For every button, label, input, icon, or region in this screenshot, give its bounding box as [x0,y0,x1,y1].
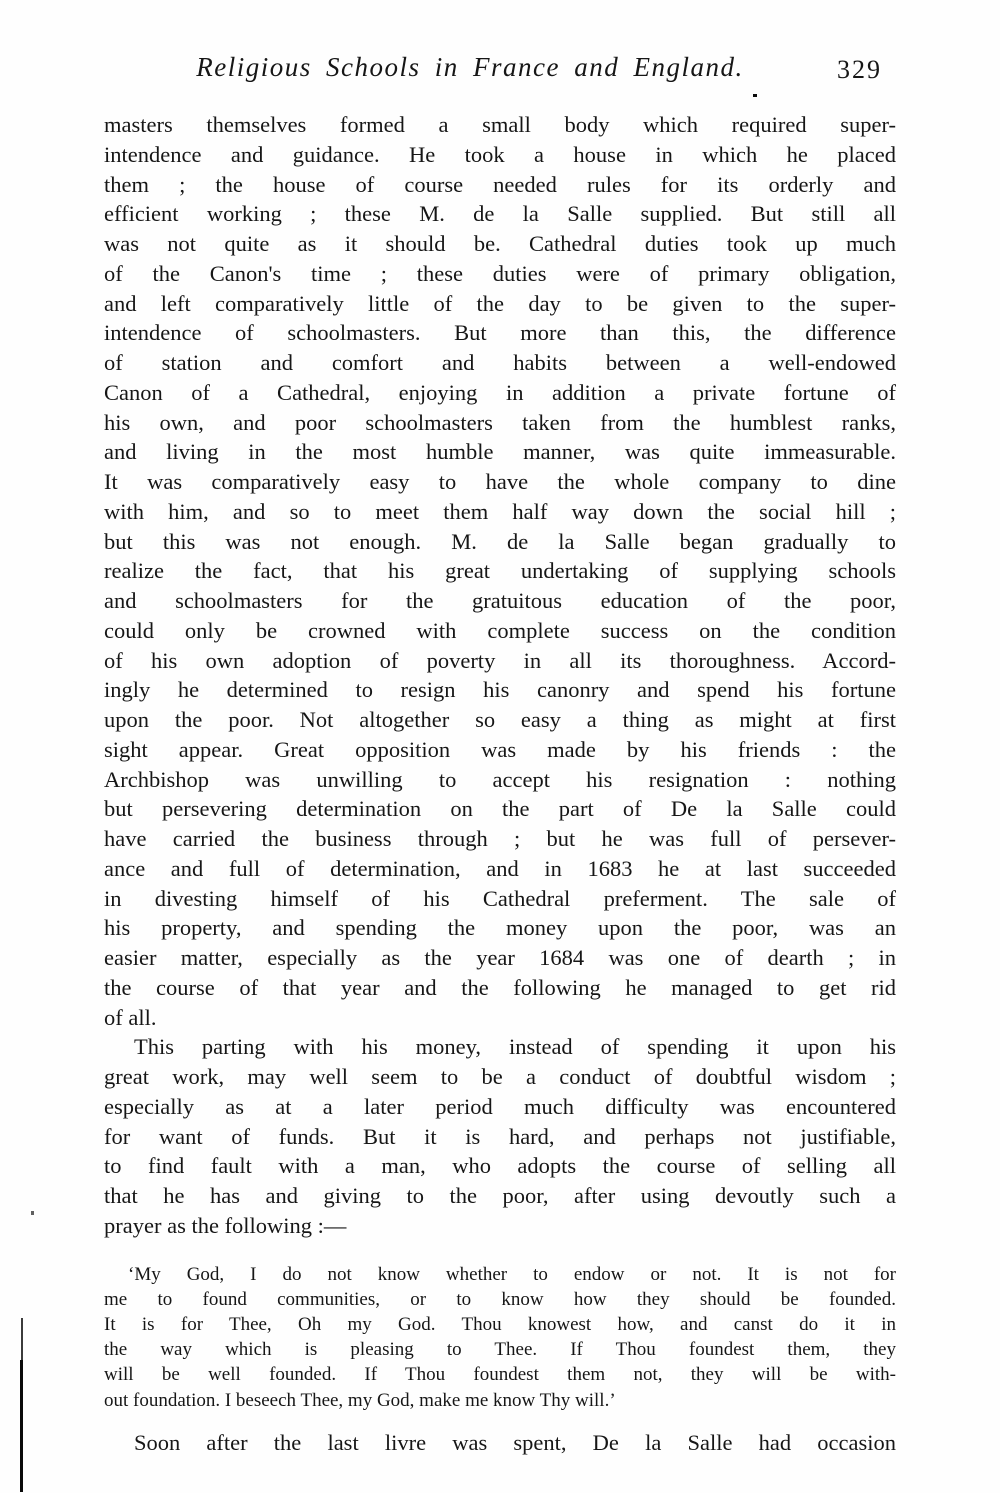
text-line: This parting with his money, instead of spending it upon his [134,1034,896,1060]
text-line: masters themselves formed a small body which required super- [104,112,896,137]
text-line: them ; the house of course needed rules for its orderly and [104,171,896,197]
text-line: easier matter, especially as the year 1684 was one of dearth ; in [104,945,896,970]
text-line: was not quite as it should be. Cathedral duties took up much [104,231,896,256]
text-line: great work, may well seem to be a conduct of doubtful wisdom ; [104,1064,896,1089]
text-line: for want of funds. But it is hard, and perhaps not justifiable, [104,1123,896,1149]
text-line: of his own adoption of poverty in all its thoroughness. Accord- [104,647,896,673]
text-line: Canon of a Cathedral, enjoying in addition a private fortune of [104,379,896,405]
scan-artifact-vertical-line-top [21,1318,23,1364]
text-line: of station and comfort and habits between a well-endowed [104,350,896,375]
text-line: the way which is pleasing to Thee. If Thou foundest them, they [104,1339,896,1361]
text-line: but persevering determination on the part of De la Salle could [104,796,896,822]
text-line: have carried the business through ; but he was full of persever- [104,826,896,851]
page-body [104,110,896,1457]
text-line: ingly he determined to resign his canonry and spend his fortune [104,677,896,703]
body-paragraph-parting-with-money [104,1032,896,1240]
body-paragraph-soon-after [104,1428,896,1458]
text-line: Soon after the last livre was spent, De la Salle had occasion [134,1429,896,1455]
page-header [0,52,1000,96]
text-line: intendence and guidance. He took a house in which he placed [104,141,896,167]
text-line: efficient working ; these M. de la Salle supplied. But still all [104,201,896,227]
scan-artifact-vertical-line [20,1360,23,1492]
text-line: his own, and poor schoolmasters taken from the humblest ranks, [104,409,896,435]
text-line: that he has and giving to the poor, after using devoutly such a [104,1183,896,1208]
text-line: especially as at a later period much difficulty was encountered [104,1093,896,1119]
text-line: his property, and spending the money upon the poor, was an [104,915,896,941]
text-line: It is for Thee, Oh my God. Thou knowest how, and canst do it in [104,1313,896,1335]
text-line: to find fault with a man, who adopts the course of selling all [104,1153,896,1179]
text-line: sight appear. Great opposition was made by his friends : the [104,736,896,762]
text-line: of all. [104,1004,157,1030]
text-line: realize the fact, that his great undertaking of supplying schools [104,558,896,584]
text-line: me to found communities, or to know how they should be founded. [104,1288,896,1310]
text-line: with him, and so to meet them half way down the social hill ; [104,498,896,524]
text-line: will be well founded. If Thou foundest them not, they will be with- [104,1364,896,1386]
text-line: in divesting himself of his Cathedral preferment. The sale of [104,885,896,911]
text-line: prayer as the following :— [104,1212,347,1238]
text-line: could only be crowned with complete success on the condition [104,617,896,643]
text-line: intendence of schoolmasters. But more than this, the difference [104,320,896,346]
block-quote-prayer [104,1262,896,1413]
text-line: and left comparatively little of the day to be given to the super- [104,290,896,316]
text-line: and schoolmasters for the gratuitous education of the poor, [104,588,896,613]
scan-artifact-left-margin-speck [31,1211,34,1215]
text-line: ance and full of determination, and in 1683 he at last succeeded [104,855,896,881]
text-line: the course of that year and the following he managed to get rid [104,974,896,1000]
text-line: upon the poor. Not altogether so easy a thing as might at first [104,707,896,732]
page-number: 329 [837,55,882,84]
text-line: but this was not enough. M. de la Salle began gradually to [104,528,896,554]
text-line: ‘My God, I do not know whether to endow or not. It is not for [128,1263,896,1285]
text-line: out foundation. I beseech Thee, my God, make me know Thy will.’ [104,1389,616,1411]
running-title: Religious Schools in France and England. [196,52,744,82]
scan-artifact-dot-under-header [753,94,757,97]
text-line: It was comparatively easy to have the whole company to dine [104,469,896,494]
text-line: and living in the most humble manner, was quite immeasurable. [104,439,896,465]
body-paragraph-continuation [104,110,896,1032]
text-line: of the Canon's time ; these duties were of primary obligation, [104,260,896,286]
text-line: Archbishop was unwilling to accept his resignation : nothing [104,766,896,792]
